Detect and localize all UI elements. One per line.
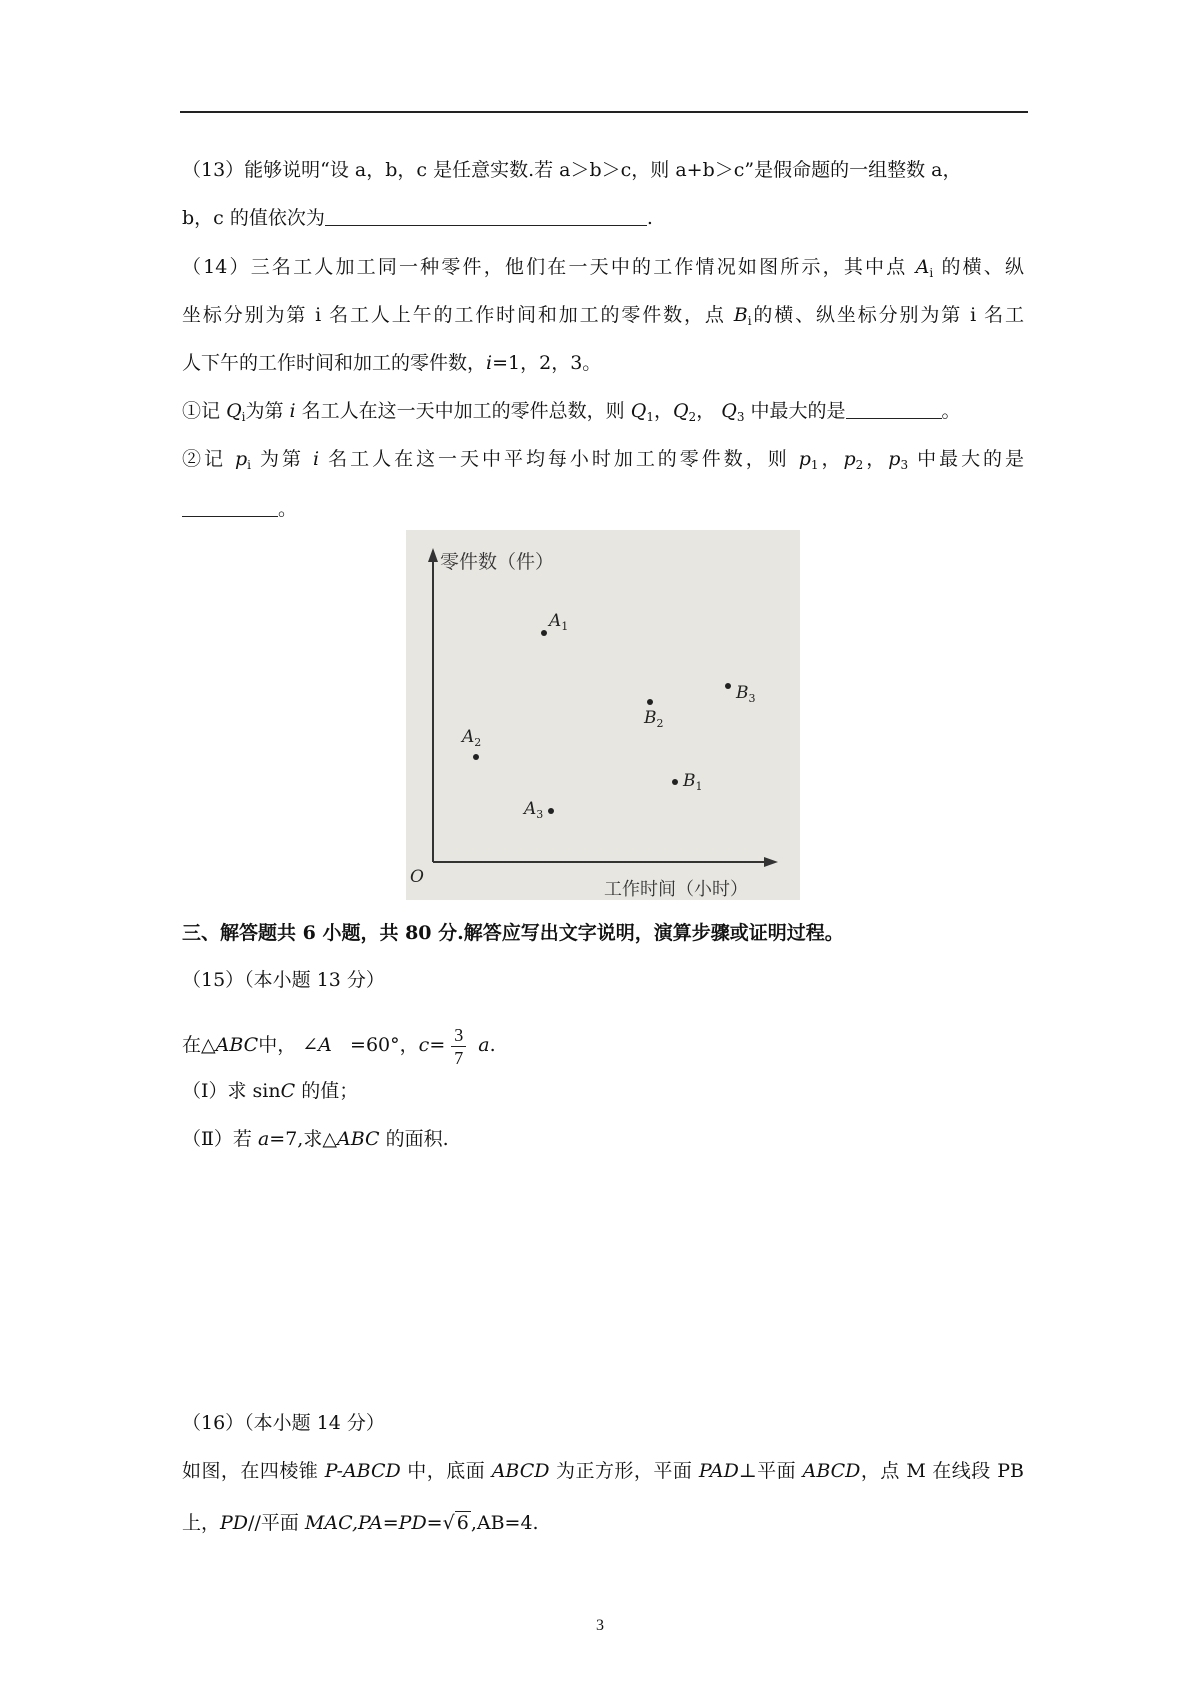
scatter-figure: [406, 530, 800, 900]
q16-title: （16）（本小题 14 分）: [182, 1412, 385, 1434]
q16-line1: 如图，在四棱锥 P-ABCD 中，底面 ABCD 为正方形，平面 PAD⊥平面 ABCD，点 M 在线段 PB: [182, 1460, 1024, 1482]
sqrt-six: √ 6: [442, 1512, 469, 1534]
q16-line2: 上，PD//平面 MAC,PA=PD=√ 6 ,AB=4.: [182, 1512, 539, 1534]
header-rule: [180, 111, 1028, 113]
q15-part1: （Ⅰ）求 sinC 的值；: [182, 1080, 359, 1102]
page-number: 3: [596, 1617, 604, 1634]
q13-line1: （13）能够说明“设 a，b，c 是任意实数.若 a＞b＞c，则 a+b＞c”是假命题的一组整数 a，: [182, 159, 962, 181]
answer-blank: [182, 498, 278, 517]
origin-label: O: [410, 867, 424, 887]
point-b3: [725, 683, 731, 689]
x-axis-arrow: [764, 857, 778, 867]
point-b3-label: $B_3$: [736, 683, 756, 705]
point-b2-label: $B_2$: [644, 708, 664, 730]
point-a2-label: $A_2$: [462, 727, 482, 749]
y-axis-label: 零件数（件）: [440, 551, 555, 573]
point-b1: [672, 779, 678, 785]
scatter-plot: [406, 530, 800, 900]
point-a3: [548, 808, 554, 814]
y-axis-arrow: [428, 548, 438, 562]
q14-line3: 人下午的工作时间和加工的零件数，i=1，2，3。: [182, 352, 602, 374]
q14-sub2: ②记 $p_i$ 为第 i 名工人在这一天中平均每小时加工的零件数，则 $p_1$，$p_2$，$p_3$ 中最大的是: [182, 448, 1025, 472]
point-b1-label: $B_1$: [683, 771, 703, 793]
fraction: $\frac{3}{7}$: [451, 1024, 466, 1069]
q13-line2: b，c 的值依次为 .: [182, 207, 653, 229]
section3-heading: 三、解答题共 6 小题，共 80 分.解答应写出文字说明，演算步骤或证明过程。: [182, 922, 844, 944]
answer-blank: [325, 207, 647, 226]
point-a1: [541, 630, 547, 636]
point-a2: [473, 754, 479, 760]
q15-title: （15）（本小题 13 分）: [182, 969, 385, 991]
q14-line1: （14）三名工人加工同一种零件，他们在一天中的工作情况如图所示，其中点 $A_i$ 的横、纵: [182, 256, 1024, 280]
q14-sub2-cont: 。: [182, 496, 297, 522]
point-b2: [647, 699, 653, 705]
q14-sub1: ①记 $Q_i$为第 i 名工人在这一天中加工的零件总数，则 $Q_1$，$Q_2$， $Q_3$ 中最大的是 。: [182, 400, 961, 424]
q14-line2: 坐标分别为第 i 名工人上午的工作时间和加工的零件数，点 $B_i$的横、纵坐标分别为第 i 名工: [182, 304, 1024, 328]
point-a1-label: $A_1$: [549, 611, 569, 633]
answer-blank: [846, 400, 942, 419]
q15-statement: 在△ABC中， ∠A =60°，c= $\frac{3}{7}$ a.: [182, 1024, 496, 1068]
q15-part2: （Ⅱ）若 a=7,求△ABC 的面积.: [182, 1128, 449, 1150]
point-a3-label: $A_3$: [524, 799, 544, 821]
x-axis-label: 工作时间（小时）: [604, 879, 748, 900]
